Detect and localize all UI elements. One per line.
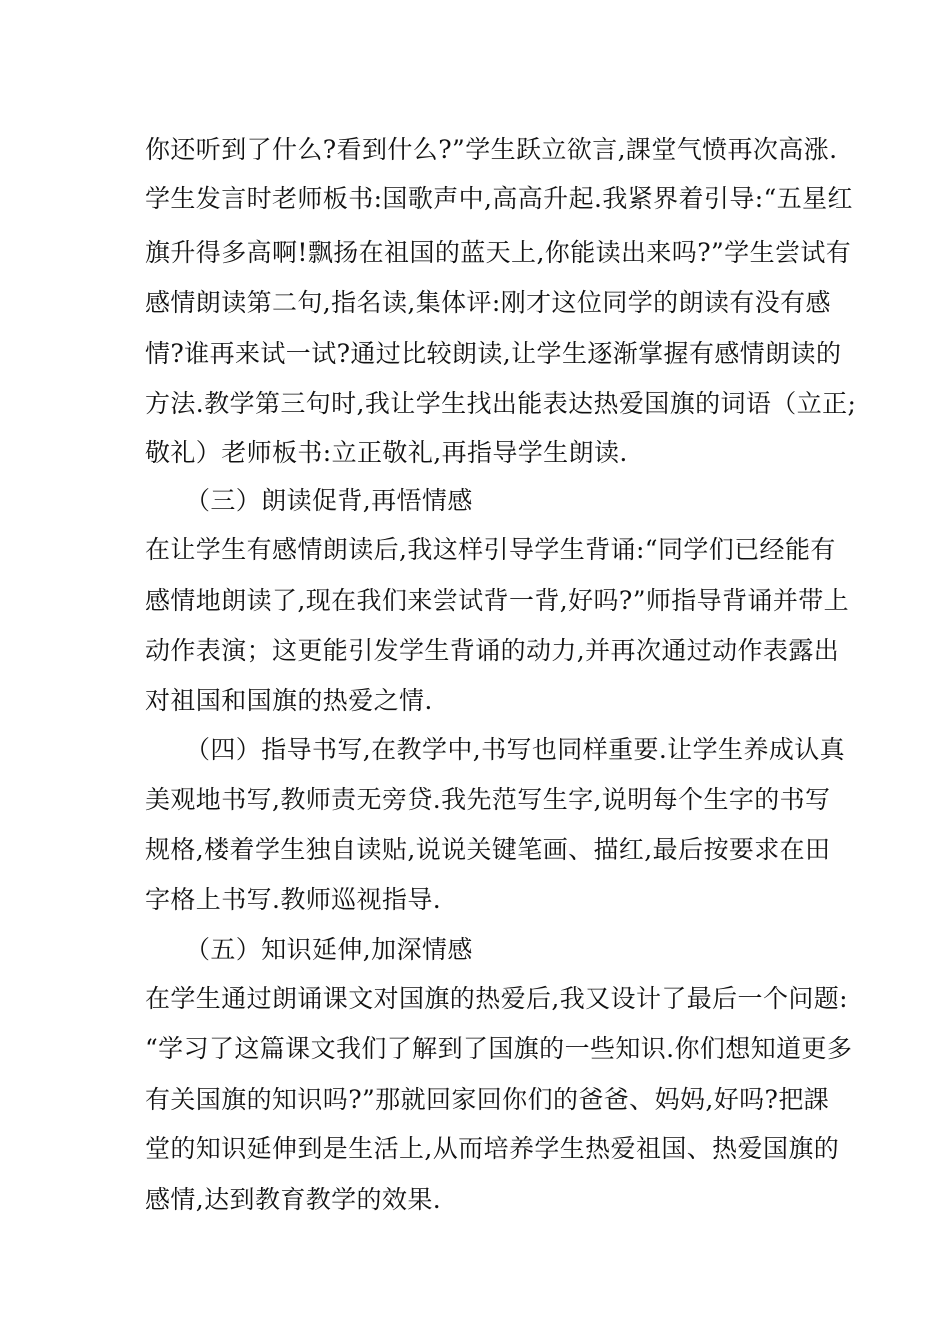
text-line: 感情地朗读了,现在我们来尝试背一背,好吗?”师指导背诵并带上 — [145, 586, 850, 615]
text-line: 情?谁再来试一试?通过比较朗读,让学生逐渐掌握有感情朗读的 — [145, 339, 842, 368]
text-line: 学生发言时老师板书:国歌声中,高高升起.我紧界着引导:“五星红 — [145, 184, 853, 213]
text-line: 有关国旗的知识吗?”那就回家回你们的爸爸、妈妈,好吗?把課 — [145, 1085, 830, 1114]
text-line: 感情朗读第二句,指名读,集体评:刚才这位同学的朗读有没有感 — [145, 288, 831, 317]
text-line: 你还听到了什么?看到什么?”学生跃立欲言,課堂气愤再次高涨. — [145, 135, 838, 164]
text-line: 字格上书写.教师巡视指导. — [145, 885, 442, 914]
text-line: 动作表演；这更能引发学生背诵的动力,并再次通过动作表露出 — [145, 636, 840, 665]
text-line: 旗升得多高啊!飘扬在祖国的蓝天上,你能读出来吗?”学生尝试有 — [145, 238, 852, 267]
text-line: 感情,达到教育教学的效果. — [145, 1185, 442, 1214]
section-heading: （四）指导书写,在教学中,书写也同样重要.让学生养成认真 — [185, 735, 846, 764]
text-line: 方法.教学第三句时,我让学生找出能表达热爱国旗的词语（立正; — [145, 389, 857, 418]
text-line: 堂的知识延伸到是生活上,从而培养学生热爱祖国、热爱国旗的 — [145, 1134, 840, 1163]
text-line: 敬礼）老师板书:立正敬礼,再指导学生朗读. — [145, 438, 628, 467]
text-line: 在学生通过朗诵课文对国旗的热爱后,我又设计了最后一个问题: — [145, 984, 848, 1013]
text-line: 美观地书写,教师责无旁贷.我先范写生字,说明每个生字的书写 — [145, 785, 831, 814]
text-line: “学习了这篇课文我们了解到了国旗的一些知识.你们想知道更多 — [145, 1034, 853, 1063]
section-heading: （五）知识延伸,加深情感 — [185, 935, 473, 964]
section-heading: （三）朗读促背,再悟情感 — [185, 486, 473, 515]
text-line: 在让学生有感情朗读后,我这样引导学生背诵:“同学们已经能有 — [145, 535, 836, 564]
text-line: 规格,楼着学生独自读贴,说说关键笔画、描红,最后按要求在田 — [145, 835, 831, 864]
text-line: 对祖国和国旗的热爱之情. — [145, 686, 433, 715]
